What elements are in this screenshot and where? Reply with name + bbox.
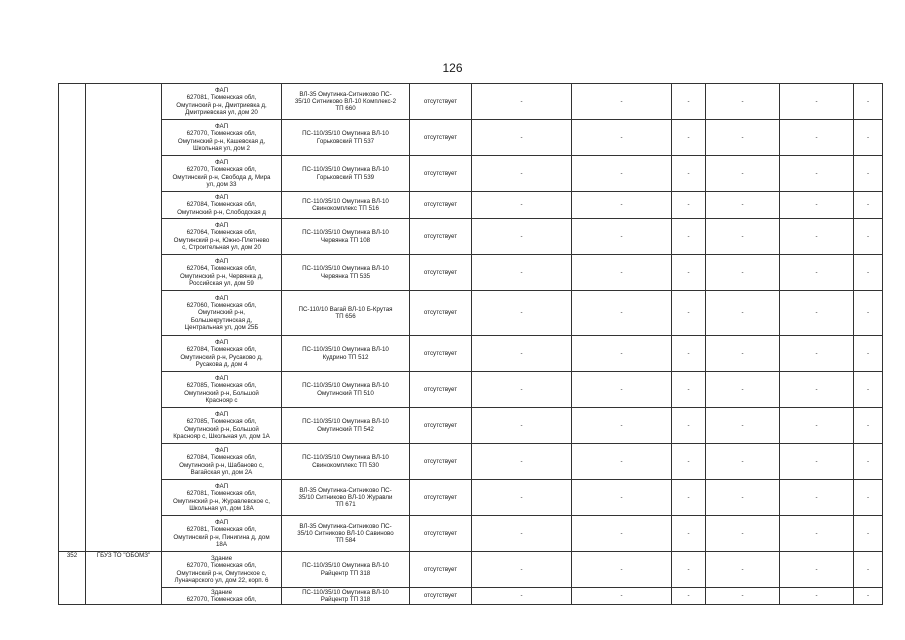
dash-cell: - [672, 192, 706, 219]
address-line: 627081, Тюменская обл, [186, 490, 257, 498]
power-line-text: ПС-110/35/10 Омутинка ВЛ-10 [302, 382, 389, 390]
address-line: Омутинский р-н, Червянка д, [179, 272, 264, 280]
dash-cell: - [572, 444, 672, 480]
dash-cell: - [854, 588, 883, 605]
dash-cell: - [780, 408, 854, 444]
power-line-cell [282, 120, 410, 156]
address-line: Омутинский р-н, Русаково д, [180, 353, 263, 361]
power-line-cell [282, 480, 410, 516]
address-line: 627081, Тюменская обл, [186, 526, 257, 534]
address-line: 627085, Тюменская обл, [186, 382, 257, 390]
address-line: ФАП [214, 339, 229, 347]
address-line: 627064, Тюменская обл, [186, 265, 257, 273]
dash-cell: - [572, 552, 672, 588]
address-line: Русакова д, дом 4 [195, 360, 248, 368]
power-line-text: Червянка ТП 108 [320, 236, 371, 244]
power-line-text: ПС-110/35/10 Омутинка ВЛ-10 [302, 229, 389, 237]
dash-cell: - [572, 255, 672, 291]
table-row [59, 291, 883, 336]
object-address-cell [162, 516, 282, 552]
power-line-text: ПС-110/10 Вагай ВЛ-10 Б-Крутая [298, 305, 393, 313]
object-address-cell [162, 156, 282, 192]
dash-cell: - [472, 336, 572, 372]
address-line: Российская ул, дом 59 [189, 279, 254, 287]
address-line: 627070, Тюменская обл, [186, 562, 257, 570]
dash-cell: - [780, 120, 854, 156]
dash-cell: - [854, 84, 883, 120]
address-line: Омутинский р-н, Шабаново с, [179, 461, 264, 469]
object-address-cell [162, 444, 282, 480]
address-line: ФАП [214, 87, 229, 95]
power-line-text: Омутинский ТП 510 [317, 389, 374, 397]
power-line-text: ТП 656 [335, 313, 356, 320]
table-row [59, 372, 883, 408]
dash-cell: - [854, 372, 883, 408]
dash-cell: - [706, 156, 780, 192]
dash-cell: - [854, 552, 883, 588]
dash-cell: - [854, 120, 883, 156]
dash-cell: - [472, 156, 572, 192]
power-line-text: ВЛ-35 Омутинка-Ситниково ПС- [299, 486, 392, 494]
object-address-cell [162, 480, 282, 516]
dash-cell: - [854, 291, 883, 336]
dash-cell: - [672, 255, 706, 291]
address-line: 627084, Тюменская обл, [186, 346, 257, 354]
dash-cell: - [572, 372, 672, 408]
address-line: Омутинский р-н, Большой [184, 389, 259, 397]
power-line-text: ПС-110/35/10 Омутинка ВЛ-10 [302, 166, 389, 174]
table-row [59, 588, 883, 605]
dash-cell: - [780, 156, 854, 192]
dash-cell: - [706, 120, 780, 156]
status-cell: отсутствует [410, 336, 472, 372]
power-line-text: ПС-110/35/10 Омутинка ВЛ-10 [302, 130, 389, 138]
dash-cell: - [572, 588, 672, 605]
table-row [59, 552, 883, 588]
object-address-cell [162, 84, 282, 120]
power-line-cell [282, 588, 410, 605]
dash-cell: - [672, 480, 706, 516]
status-cell: отсутствует [410, 516, 472, 552]
power-line-cell [282, 192, 410, 219]
dash-cell: - [706, 480, 780, 516]
dash-cell: - [572, 336, 672, 372]
power-line-text: Райцентр ТП 318 [320, 596, 371, 603]
dash-cell: - [854, 192, 883, 219]
dash-cell: - [572, 84, 672, 120]
power-line-cell [282, 444, 410, 480]
power-line-cell [282, 408, 410, 444]
dash-cell: - [672, 120, 706, 156]
address-line: Большекрутинская д, [190, 316, 253, 324]
address-line: 627060, Тюменская обл, [186, 302, 257, 310]
dash-cell: - [706, 588, 780, 605]
address-line: 627070, Тюменская обл, [186, 166, 257, 174]
table-row [59, 192, 883, 219]
address-line: ФАП [214, 519, 229, 527]
address-line: ФАП [214, 411, 229, 419]
dash-cell: - [706, 219, 780, 255]
power-line-cell [282, 552, 410, 588]
address-line: Омутинский р-н, Омутинское с, [176, 569, 267, 577]
address-line: с, Строительная ул, дом 20 [182, 243, 261, 251]
address-line: Вагайская ул, дом 2А [190, 468, 253, 476]
table-row [59, 480, 883, 516]
address-line: Здание [210, 555, 233, 563]
dash-cell: - [672, 84, 706, 120]
dash-cell: - [472, 120, 572, 156]
dash-cell: - [780, 192, 854, 219]
dash-cell: - [706, 372, 780, 408]
dash-cell: - [854, 336, 883, 372]
dash-cell: - [706, 444, 780, 480]
address-line: Школьная ул, дом 2 [193, 144, 250, 152]
dash-cell: - [780, 84, 854, 120]
address-line: Омутинский р-н, Пинигина д, дом [173, 533, 270, 541]
dash-cell: - [472, 291, 572, 336]
dash-cell: - [472, 480, 572, 516]
status-cell: отсутствует [410, 552, 472, 588]
dash-cell: - [572, 291, 672, 336]
dash-cell: - [472, 552, 572, 588]
power-line-text: Райцентр ТП 318 [320, 569, 371, 577]
power-line-cell [282, 336, 410, 372]
table-row [59, 336, 883, 372]
status-cell: отсутствует [410, 291, 472, 336]
address-line: Омутинский р-н, Южно-Плетнево [173, 236, 270, 244]
dash-cell: - [572, 480, 672, 516]
dash-cell: - [706, 84, 780, 120]
address-line: 627085, Тюменская обл, [186, 418, 257, 426]
power-line-cell [282, 291, 410, 336]
status-cell: отсутствует [410, 408, 472, 444]
address-line: Луначарского ул, дом 22, корп. 6 [174, 576, 269, 584]
status-cell: отсутствует [410, 588, 472, 605]
entry-org-cell [86, 84, 162, 552]
address-line: ФАП [214, 258, 229, 266]
power-line-text: ВЛ-35 Омутинка-Ситниково ПС- [299, 522, 392, 530]
dash-cell: - [672, 156, 706, 192]
address-line: ФАП [214, 159, 229, 167]
address-line: Омутинский р-н, Журавлевское с, [173, 497, 270, 505]
status-cell: отсутствует [410, 255, 472, 291]
dash-cell: - [780, 219, 854, 255]
power-line-text: Горьковский ТП 537 [316, 137, 375, 145]
address-line: ФАП [214, 194, 229, 202]
dash-cell: - [854, 255, 883, 291]
power-line-text: 35/10 Ситниково ВЛ-10 Савиново [297, 529, 394, 537]
object-address-cell [162, 192, 282, 219]
address-line: ФАП [214, 294, 229, 302]
table-row [59, 156, 883, 192]
dash-cell: - [672, 408, 706, 444]
dash-cell: - [472, 588, 572, 605]
dash-cell: - [472, 84, 572, 120]
power-line-text: ПС-110/35/10 Омутинка ВЛ-10 [302, 562, 389, 570]
address-line: Омутинский р-н, Свобода д, Мира [172, 173, 271, 181]
object-address-cell [162, 291, 282, 336]
status-cell: отсутствует [410, 444, 472, 480]
status-cell: отсутствует [410, 192, 472, 219]
dash-cell: - [672, 516, 706, 552]
dash-cell: - [706, 291, 780, 336]
dash-cell: - [672, 291, 706, 336]
dash-cell: - [854, 219, 883, 255]
address-line: Центральная ул, дом 25Б [184, 323, 259, 331]
dash-cell: - [472, 219, 572, 255]
entry-org-cell: ГБУЗ ТО "ОБОМЗ" [86, 552, 162, 605]
power-line-text: ПС-110/35/10 Омутинка ВЛ-10 [302, 454, 389, 462]
power-line-cell [282, 219, 410, 255]
dash-cell: - [780, 255, 854, 291]
object-address-cell [162, 372, 282, 408]
dash-cell: - [572, 408, 672, 444]
status-cell: отсутствует [410, 219, 472, 255]
address-line: Омутинский р-н, Дмитриевка д, [176, 101, 267, 109]
dash-cell: - [472, 408, 572, 444]
dash-cell: - [672, 552, 706, 588]
dash-cell: - [780, 552, 854, 588]
address-line: 18А [215, 540, 227, 548]
dash-cell: - [854, 444, 883, 480]
power-line-text: Кудрино ТП 512 [322, 353, 369, 361]
page-number: 126 [442, 61, 463, 75]
dash-cell: - [854, 156, 883, 192]
power-line-text: 35/10 Ситниково ВЛ-10 Комплекс-2 [294, 97, 397, 105]
power-line-text: Горьковский ТП 539 [316, 173, 375, 181]
power-line-text: ПС-110/35/10 Омутинка ВЛ-10 [302, 197, 389, 205]
dash-cell: - [780, 372, 854, 408]
power-line-text: ТП 584 [335, 537, 356, 545]
dash-cell: - [472, 444, 572, 480]
dash-cell: - [572, 156, 672, 192]
table-row [59, 408, 883, 444]
dash-cell: - [672, 372, 706, 408]
object-address-cell [162, 336, 282, 372]
dash-cell: - [572, 192, 672, 219]
dash-cell: - [706, 552, 780, 588]
address-line: 627070, Тюменская обл, [186, 130, 257, 138]
dash-cell: - [706, 192, 780, 219]
dash-cell: - [572, 516, 672, 552]
address-line: Школьная ул, дом 18А [189, 504, 254, 512]
power-line-text: ПС-110/35/10 Омутинка ВЛ-10 [302, 588, 389, 596]
dash-cell: - [572, 120, 672, 156]
address-line: 627064, Тюменская обл, [186, 229, 257, 237]
address-line: 627084, Тюменская обл, [186, 454, 257, 462]
status-cell: отсутствует [410, 372, 472, 408]
status-cell: отсутствует [410, 480, 472, 516]
address-line: ул, дом 33 [206, 180, 237, 188]
dash-cell: - [706, 336, 780, 372]
power-line-cell [282, 372, 410, 408]
power-line-cell [282, 516, 410, 552]
power-line-cell [282, 255, 410, 291]
object-address-cell [162, 219, 282, 255]
address-line: Омутинский р-н, Слободская д [177, 208, 266, 216]
power-line-text: ПС-110/35/10 Омутинка ВЛ-10 [302, 265, 389, 273]
address-line: ФАП [214, 123, 229, 131]
address-line: Омутинский р-н, Кашевская д, [177, 137, 266, 145]
table-row [59, 219, 883, 255]
address-line: 627081, Тюменская обл, [186, 94, 257, 102]
power-line-text: 35/10 Ситниково ВЛ-10 Журавли [298, 493, 393, 501]
dash-cell: - [572, 219, 672, 255]
table-row [59, 120, 883, 156]
dash-cell: - [472, 516, 572, 552]
power-line-cell [282, 156, 410, 192]
power-line-text: ВЛ-35 Омутинка-Ситниково ПС- [299, 90, 392, 98]
dash-cell: - [472, 192, 572, 219]
entry-number-cell [59, 84, 86, 552]
dash-cell: - [672, 219, 706, 255]
dash-cell: - [672, 588, 706, 605]
entry-number-cell: 352 [59, 552, 86, 605]
dash-cell: - [780, 480, 854, 516]
address-line: Здание [210, 588, 233, 596]
power-line-text: ТП 671 [335, 501, 356, 509]
dash-cell: - [780, 516, 854, 552]
dash-cell: - [780, 444, 854, 480]
power-line-text: Свинокомплекс ТП 530 [312, 461, 379, 469]
table-row [59, 444, 883, 480]
dash-cell: - [780, 588, 854, 605]
status-cell: отсутствует [410, 84, 472, 120]
dash-cell: - [854, 408, 883, 444]
dash-cell: - [472, 255, 572, 291]
address-line: Краснояр с [205, 396, 238, 404]
dash-cell: - [706, 408, 780, 444]
dash-cell: - [780, 291, 854, 336]
dash-cell: - [472, 372, 572, 408]
document-table [58, 83, 883, 605]
dash-cell: - [854, 480, 883, 516]
address-line: ФАП [214, 222, 229, 230]
dash-cell: - [706, 516, 780, 552]
table-row [59, 255, 883, 291]
address-line: ФАП [214, 375, 229, 383]
power-line-text: ТП 660 [335, 105, 356, 113]
object-address-cell [162, 588, 282, 605]
dash-cell: - [672, 444, 706, 480]
address-line: 627070, Тюменская обл, [186, 596, 257, 603]
table-row [59, 84, 883, 120]
table-row [59, 516, 883, 552]
address-line: Краснояр с, Школьная ул, дом 1А [173, 432, 270, 440]
dash-cell: - [706, 255, 780, 291]
status-cell: отсутствует [410, 156, 472, 192]
address-line: Дмитриевская ул, дом 20 [185, 108, 258, 116]
power-line-text: ПС-110/35/10 Омутинка ВЛ-10 [302, 418, 389, 426]
power-line-text: Омутинский ТП 542 [317, 425, 374, 433]
address-line: ФАП [214, 483, 229, 491]
power-line-text: Червянка ТП 535 [320, 272, 371, 280]
power-line-text: ПС-110/35/10 Омутинка ВЛ-10 [302, 346, 389, 354]
object-address-cell [162, 408, 282, 444]
dash-cell: - [780, 336, 854, 372]
power-line-cell [282, 84, 410, 120]
object-address-cell [162, 255, 282, 291]
address-line: Омутинский р-н, [197, 309, 245, 317]
dash-cell: - [854, 516, 883, 552]
dash-cell: - [672, 336, 706, 372]
object-address-cell [162, 120, 282, 156]
status-cell: отсутствует [410, 120, 472, 156]
address-line: Омутинский р-н, Большой [184, 425, 259, 433]
address-line: ФАП [214, 447, 229, 455]
object-address-cell [162, 552, 282, 588]
power-line-text: Свинокомплекс ТП 516 [312, 205, 379, 212]
address-line: 627084, Тюменская обл, [186, 201, 257, 209]
